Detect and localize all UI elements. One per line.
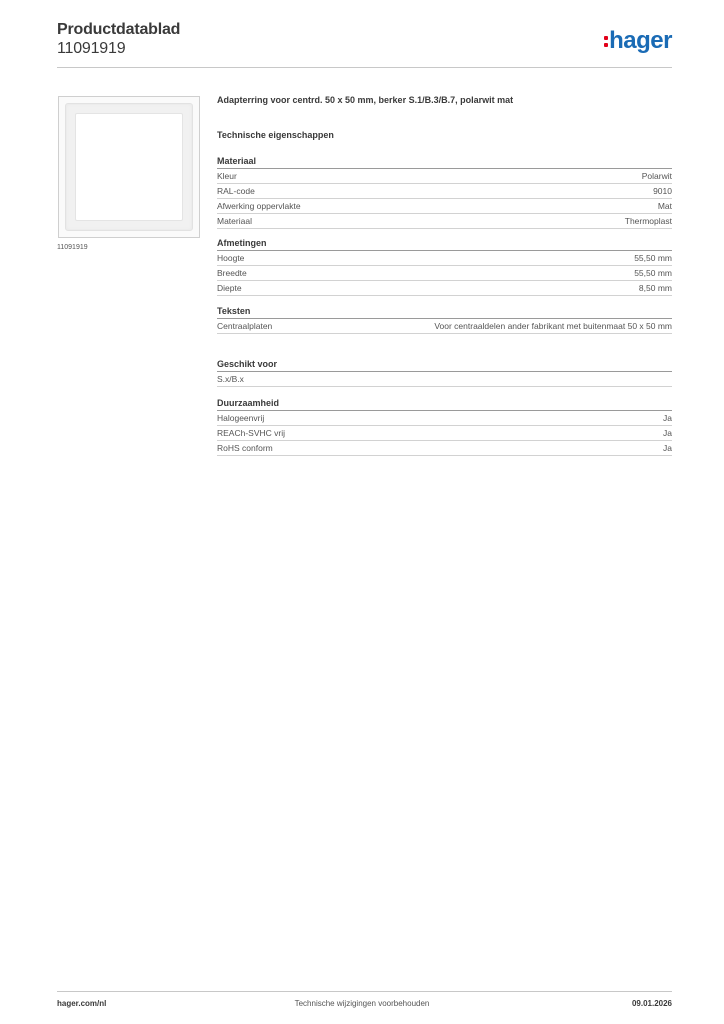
group-duurzaamheid — [217, 397, 672, 456]
row-value: Polarwit — [641, 171, 672, 181]
logo-dots-icon — [604, 33, 608, 49]
group-title: Teksten — [217, 305, 672, 319]
table-row — [217, 169, 672, 184]
group-title: Duurzaamheid — [217, 397, 672, 411]
table-row — [217, 281, 672, 296]
footer-disclaimer: Technische wijzigingen voorbehouden — [294, 999, 430, 1008]
adapter-ring-picture — [65, 103, 193, 231]
row-label: Diepte — [217, 283, 242, 293]
footer-date: 09.01.2026 — [631, 999, 672, 1008]
row-label: Kleur — [217, 171, 237, 181]
logo-text: hager — [609, 27, 672, 54]
row-value: 8,50 mm — [638, 283, 672, 293]
table-row — [217, 441, 672, 456]
group-teksten — [217, 305, 672, 334]
footer-website-link[interactable]: hager.com/nl — [57, 999, 107, 1008]
header-divider — [57, 67, 672, 68]
group-title: Geschikt voor — [217, 358, 672, 372]
row-label: Materiaal — [217, 216, 252, 226]
table-row — [217, 426, 672, 441]
group-geschikt-voor — [217, 358, 672, 387]
footer-divider — [57, 991, 672, 992]
table-row — [217, 199, 672, 214]
row-label: Centraalplaten — [217, 321, 273, 331]
row-label: Breedte — [217, 268, 247, 278]
row-label: Hoogte — [217, 253, 245, 263]
row-label: RoHS conform — [217, 443, 273, 453]
group-title: Afmetingen — [217, 237, 672, 251]
row-value: Ja — [663, 428, 672, 438]
table-row — [217, 214, 672, 229]
adapter-ring-opening — [75, 113, 183, 221]
table-row — [217, 184, 672, 199]
row-label: RAL-code — [217, 186, 255, 196]
row-value: Mat — [657, 201, 672, 211]
list-item: S.x/B.x — [217, 372, 672, 387]
table-row — [217, 319, 672, 334]
article-number: 11091919 — [57, 40, 126, 57]
row-value: Voor centraaldelen ander fabrikant met buitenmaat 50 x 50 mm — [434, 321, 672, 331]
row-value: 55,50 mm — [634, 253, 672, 263]
row-value: Ja — [663, 443, 672, 453]
table-row — [217, 411, 672, 426]
row-value: Ja — [663, 413, 672, 423]
group-materiaal — [217, 155, 672, 229]
product-title: Adapterring voor centrd. 50 x 50 mm, berker S.1/B.3/B.7, polarwit mat — [217, 95, 514, 105]
row-label: Afwerking oppervlakte — [217, 201, 301, 211]
image-caption: 11091919 — [57, 244, 88, 251]
table-row — [217, 251, 672, 266]
product-image — [58, 96, 200, 238]
group-title: Materiaal — [217, 155, 672, 169]
section-title: Technische eigenschappen — [217, 130, 334, 140]
row-label: Halogeenvrij — [217, 413, 265, 423]
page-title: Productdatablad — [57, 21, 181, 38]
row-label: REACh-SVHC vrij — [217, 428, 286, 438]
row-value: 55,50 mm — [634, 268, 672, 278]
group-afmetingen — [217, 237, 672, 296]
row-value: 9010 — [653, 186, 672, 196]
row-value: Thermoplast — [624, 216, 672, 226]
table-row — [217, 266, 672, 281]
brand-logo — [604, 27, 672, 55]
